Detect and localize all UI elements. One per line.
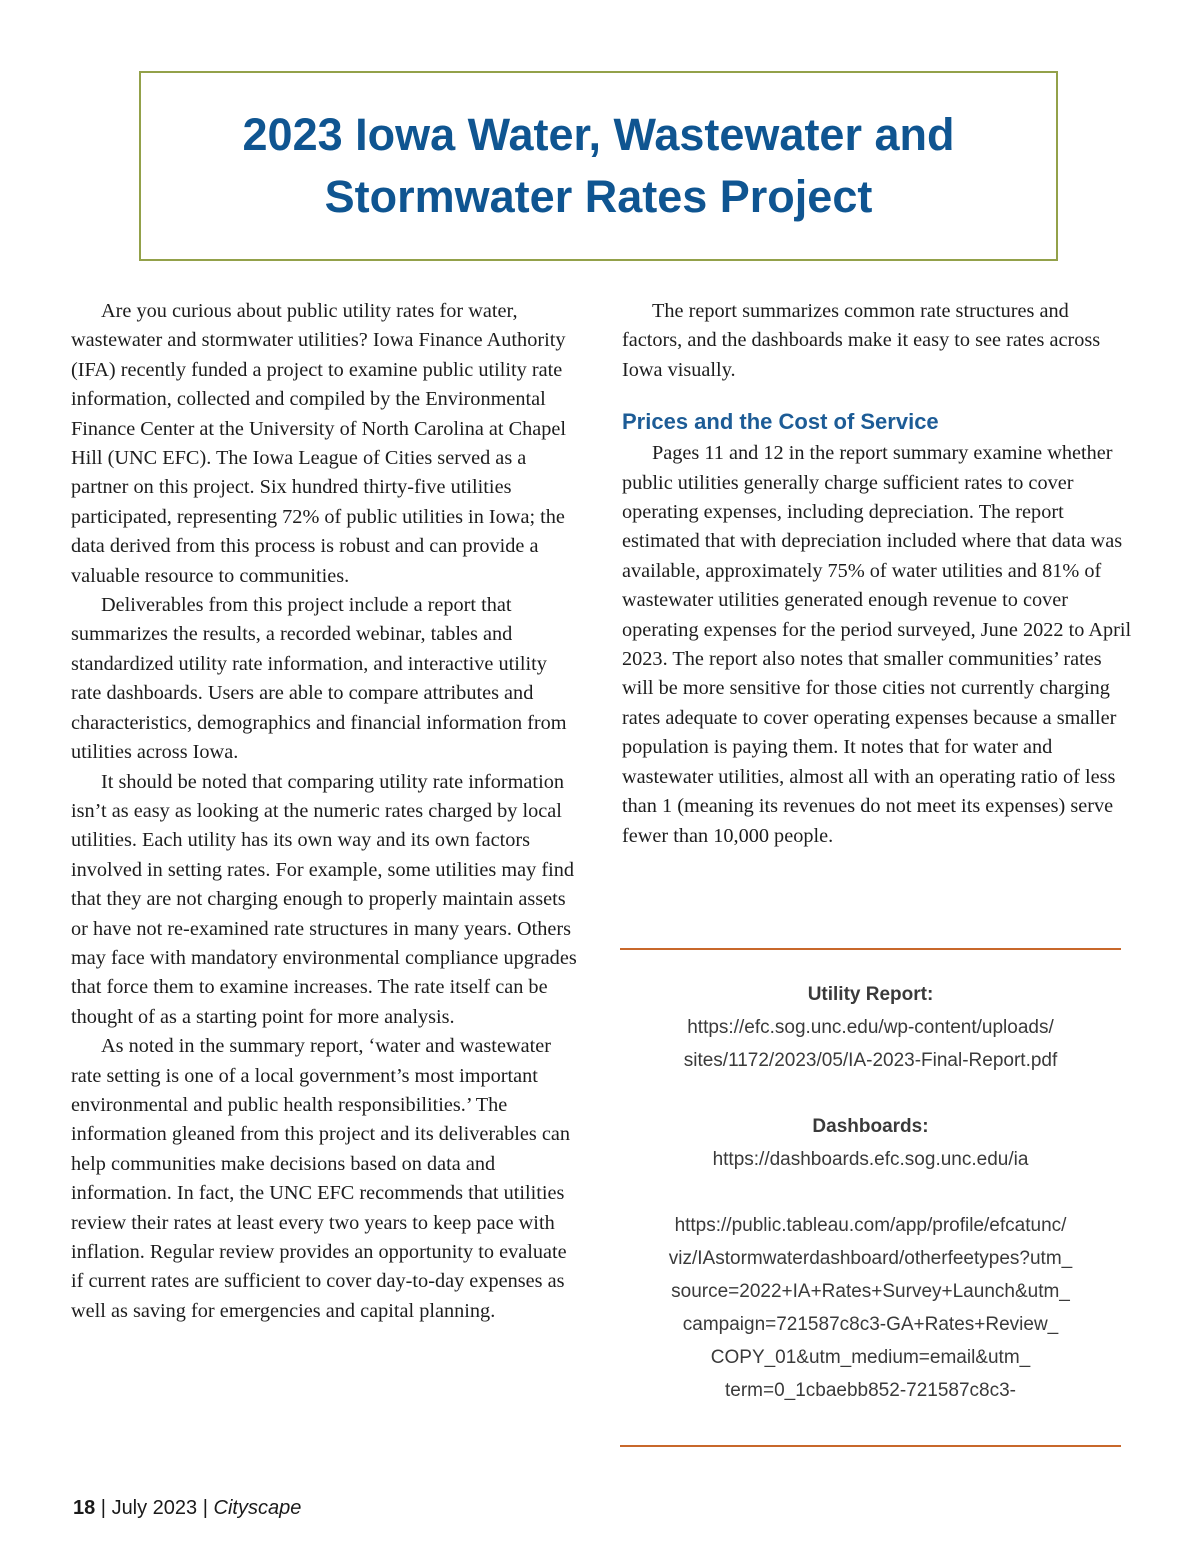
section-heading: Prices and the Cost of Service: [622, 409, 939, 435]
title-line-1: 2023 Iowa Water, Wastewater and: [242, 109, 955, 160]
paragraph: As noted in the summary report, ‘water and wastewater rate setting is one of a local government’s most important environmental and public health responsibilities.’ The information gleaned from this project and its deliverables can help communities make decisions based on data and information. In fact, the UNC EFC recommends that utilities review their rates at least every two years to keep pace with inflation. Regular review provides an opportunity to evaluate if current rates are sufficient to cover day-to-day expenses as well as saving for emergencies and capital planning.: [71, 1035, 570, 1322]
magazine-name: Cityscape: [213, 1497, 302, 1519]
page-number: 18: [73, 1497, 96, 1519]
utility-report-link[interactable]: [620, 1011, 1121, 1077]
footer-separator: |: [95, 1497, 112, 1519]
page-footer: [73, 1497, 301, 1520]
dashboards-label: Dashboards:: [812, 1116, 929, 1137]
link-line: https://efc.sog.unc.edu/wp-content/uploads/: [687, 1017, 1054, 1038]
right-column: [622, 297, 1132, 851]
link-line: COPY_01&utm_medium=email&utm_: [710, 1347, 1031, 1368]
paragraph: It should be noted that comparing utility rate information isn’t as easy as looking at the numeric rates charged by local utilities. Each utility has its own way and its own factors involved in setting rates. For example, some utilities may find that they are not charging enough to properly maintain assets or have not re-examined rate structures in many years. Others may face with mandatory environmental compliance upgrades that force them to examine increases. The rate itself can be thought of as a starting point for more analysis.: [71, 770, 577, 1028]
link-line: sites/1172/2023/05/IA-2023-Final-Report.pdf: [683, 1050, 1058, 1071]
tableau-dashboard-link[interactable]: [620, 1209, 1121, 1407]
left-column: [71, 297, 581, 1326]
link-line: source=2022+IA+Rates+Survey+Launch&utm_: [671, 1281, 1070, 1302]
intro-paragraph: The report summarizes common rate structures and factors, and the dashboards make it easy to see rates across Iowa visually.: [622, 300, 1101, 381]
footer-separator: |: [197, 1497, 214, 1519]
link-line: term=0_1cbaebb852-721587c8c3-: [724, 1380, 1017, 1401]
title-line-2: Stormwater Rates Project: [324, 171, 873, 222]
link-line: https://dashboards.efc.sog.unc.edu/ia: [712, 1149, 1029, 1170]
resource-links-box: [620, 948, 1121, 1447]
link-line: https://public.tableau.com/app/profile/efcatunc/: [674, 1215, 1067, 1236]
paragraph: Deliverables from this project include a report that summarizes the results, a recorded webinar, tables and standardized utility rate information, and interactive utility rate dashboards. Users are able to compare attributes and characteristics, demographics and financial information from utilities across Iowa.: [71, 594, 567, 764]
link-line: campaign=721587c8c3-GA+Rates+Review_: [682, 1314, 1059, 1335]
dashboards-link[interactable]: [620, 1143, 1121, 1176]
utility-report-label: Utility Report:: [807, 984, 934, 1005]
link-line: viz/IAstormwaterdashboard/otherfeetypes?utm_: [668, 1248, 1073, 1269]
paragraph: Are you curious about public utility rates for water, wastewater and stormwater utilities? Iowa Finance Authority (IFA) recently funded a project to examine public utility rate information, collected and compiled by the Environmental Finance Center at the University of North Carolina at Chapel Hill (UNC EFC). The Iowa League of Cities served as a partner on this project. Six hundred thirty-five utilities participated, representing 72% of public utilities in Iowa; the data derived from this process is robust and can provide a valuable resource to communities.: [71, 300, 567, 587]
title-box: [139, 71, 1058, 261]
paragraph: Pages 11 and 12 in the report summary examine whether public utilities generally charge sufficient rates to cover operating expenses, including depreciation. The report estimated that with depreciation included where that data was available, approximately 75% of water utilities and 81% of wastewater utilities generated enough revenue to cover operating expenses for the period surveyed, June 2022 to April 2023. The report also notes that smaller communities’ rates will be more sensitive for those cities not currently charging rates adequate to cover operating expenses because a smaller population is paying them. It notes that for water and wastewater utilities, almost all with an operating ratio of less than 1 (meaning its revenues do not meet its expenses) serve fewer than 10,000 people.: [622, 442, 1132, 847]
issue-date: July 2023: [111, 1497, 198, 1519]
article-title: [243, 104, 955, 228]
